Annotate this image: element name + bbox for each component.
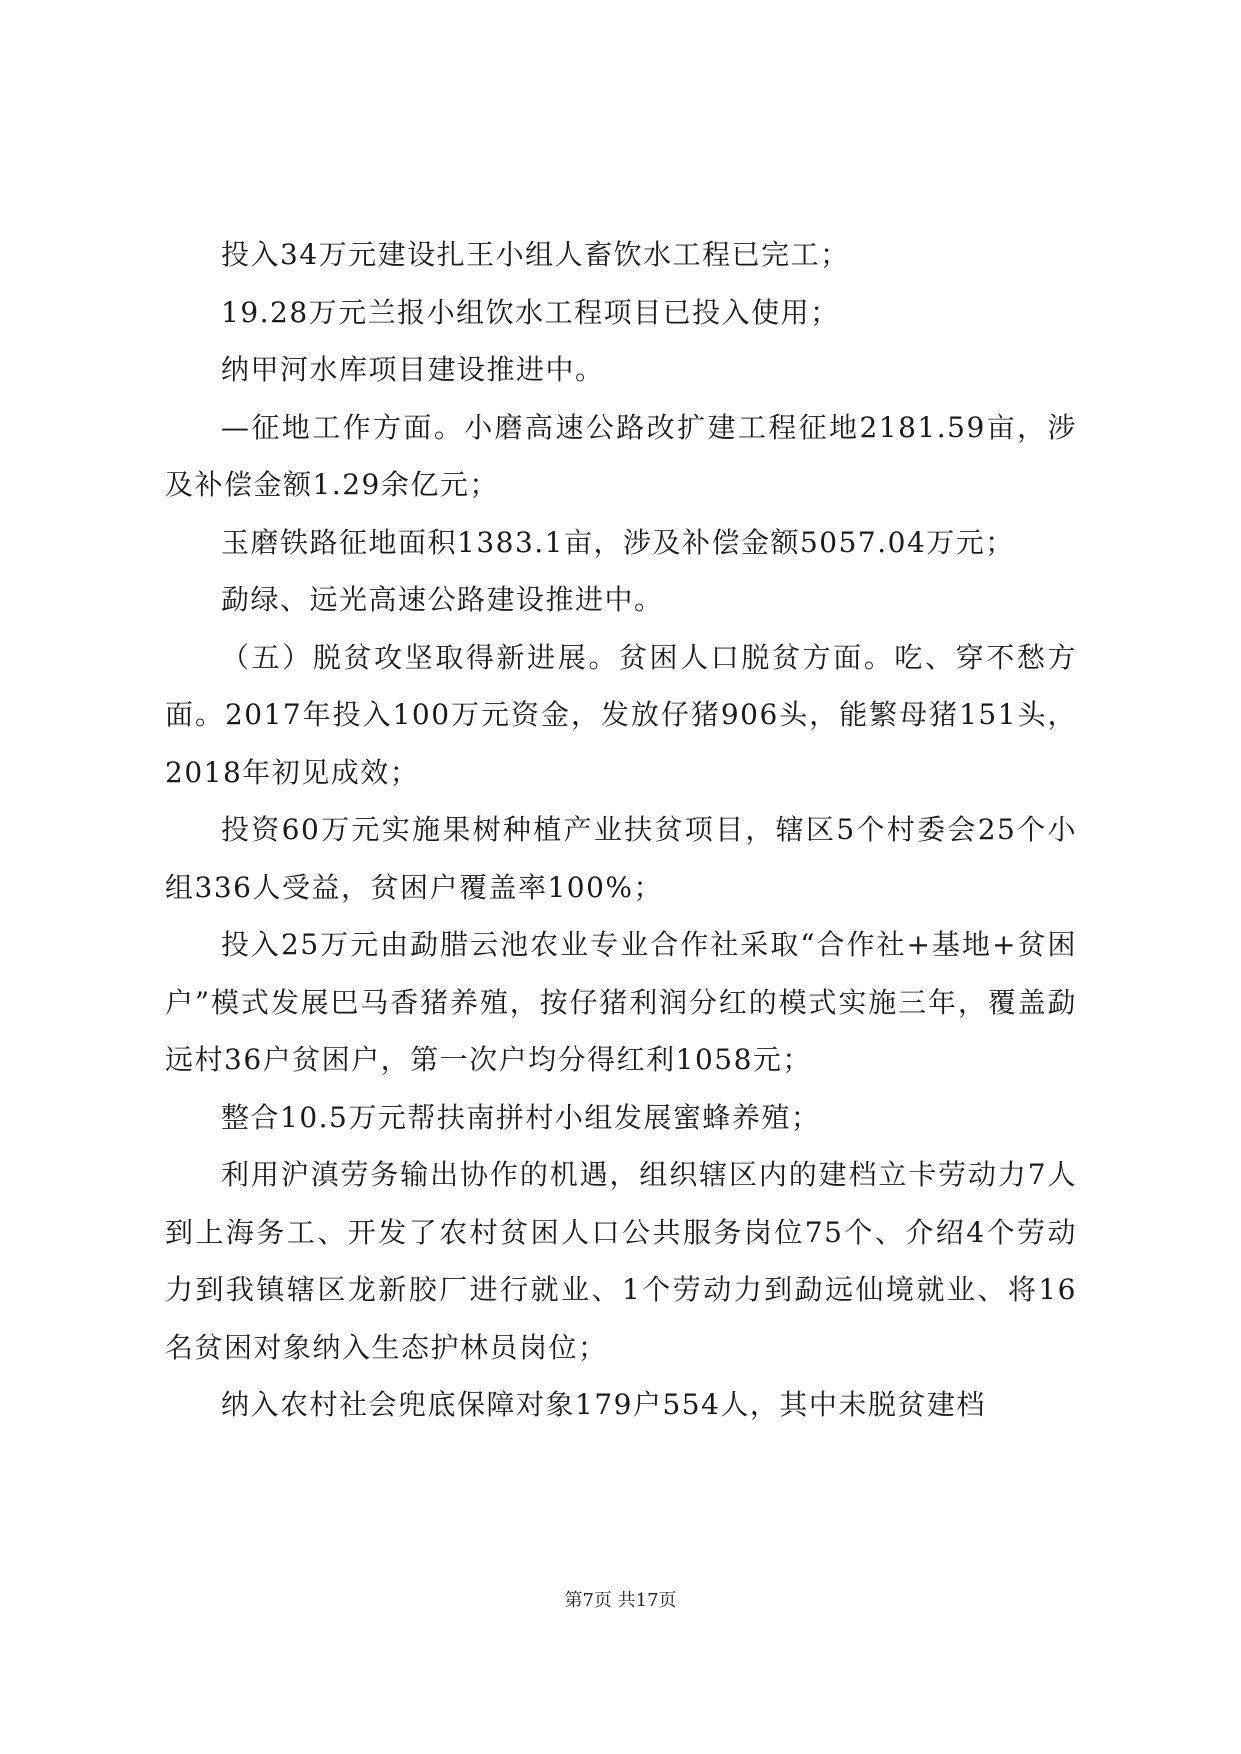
paragraph-7: （五）脱贫攻坚取得新进展。贫困人口脱贫方面。吃、穿不愁方面。2017年投入100万元资金，发放仔猪906头，能繁母猪151头，2018年初见成效；	[165, 640, 1077, 789]
paragraph-2: 19.28万元兰报小组饮水工程项目已投入使用；	[221, 295, 840, 329]
paragraph-1: 投入34万元建设扎王小组人畜饮水工程已完工；	[221, 238, 850, 271]
paragraph-8: 投资60万元实施果树种植产业扶贫项目，辖区5个村委会25个小组336人受益，贫困户覆盖率100%；	[165, 813, 1077, 904]
paragraph-3: 纳甲河水库项目建设推进中。	[221, 353, 605, 386]
paragraph-9: 投入25万元由勐腊云池农业专业合作社采取“合作社+基地+贫困户”模式发展巴马香猪养殖，按仔猪利润分红的模式实施三年，覆盖勐远村36户贫困户，第一次户均分得红利1058元；	[165, 928, 1077, 1076]
page-number-footer: 第7页 共17页	[564, 1590, 677, 1611]
paragraph-4: —征地工作方面。小磨高速公路改扩建工程征地2181.59亩，涉及补偿金额1.29余亿元；	[165, 410, 1077, 501]
paragraph-6: 勐绿、远光高速公路建设推进中。	[221, 583, 664, 616]
paragraph-5: 玉磨铁路征地面积1383.1亩，涉及补偿金额5057.04万元；	[221, 525, 1015, 559]
paragraph-11: 利用沪滇劳务输出协作的机遇，组织辖区内的建档立卡劳动力7人到上海务工、开发了农村贫困人口公共服务岗位75个、介绍4个劳动力到我镇辖区龙新胶厂进行就业、1个劳动力到勐远仙境就业、将16名贫困对象纳入生态护林员岗位；	[165, 1158, 1077, 1364]
document-body	[165, 226, 1077, 1434]
paragraph-10: 整合10.5万元帮扶南拼村小组发展蜜蜂养殖；	[221, 1100, 821, 1134]
paragraph-12: 纳入农村社会兜底保障对象179户554人，其中未脱贫建档	[221, 1388, 986, 1421]
